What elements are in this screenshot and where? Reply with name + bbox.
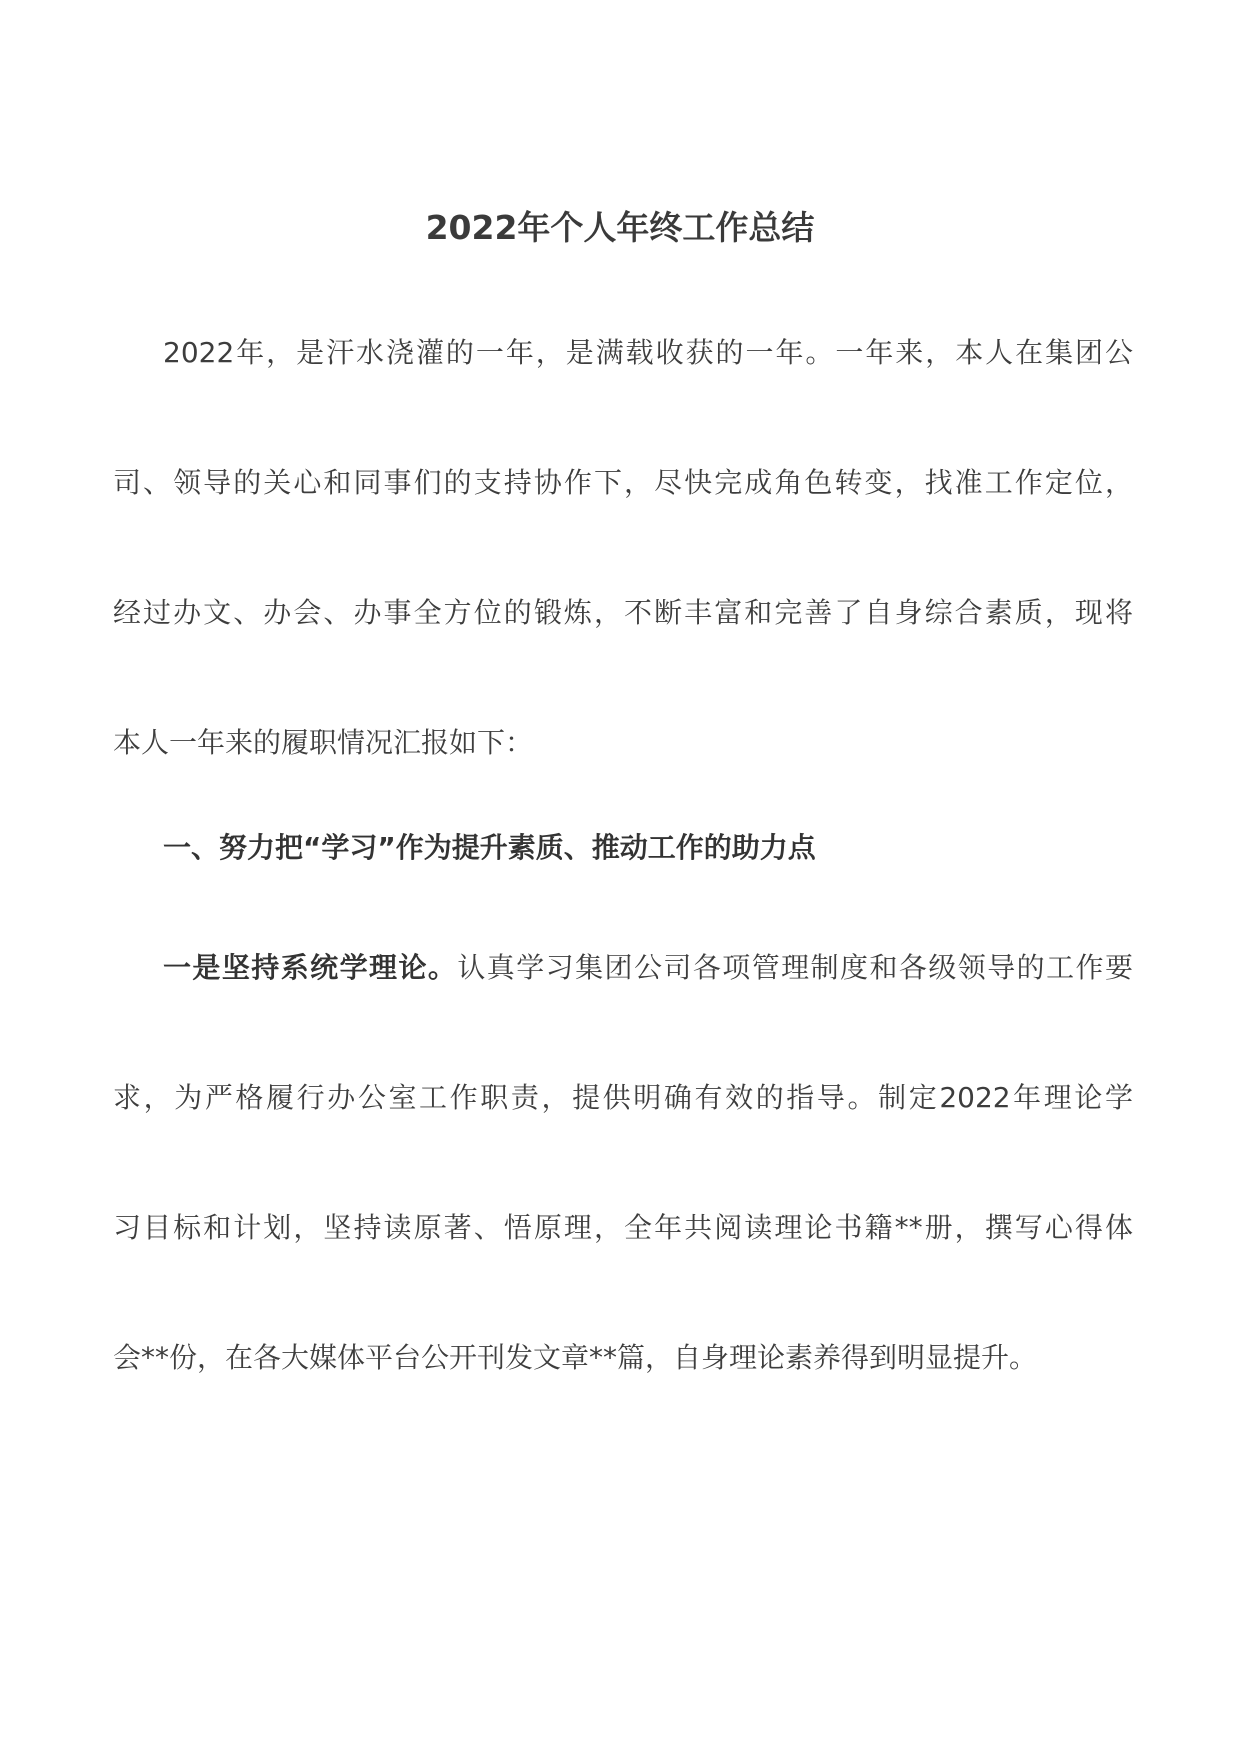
paragraph-line: 经过办文、办会、办事全方位的锻炼，不断丰富和完善了自身综合素质，现将 (113, 596, 1133, 629)
paragraph-line (113, 945, 1133, 1075)
paragraph-line: 习目标和计划，坚持读原著、悟原理，全年共阅读理论书籍**册，撰写心得体 (113, 1211, 1133, 1244)
paragraph-line: 会**份，在各大媒体平台公开刊发文章**篇，自身理论素养得到明显提升。 (113, 1341, 1038, 1374)
section-1-paragraph (113, 945, 1133, 1381)
paragraph-line: 本人一年来的履职情况汇报如下： (113, 726, 534, 759)
document-title: 2022年个人年终工作总结 (425, 208, 815, 247)
intro-paragraph (113, 330, 1133, 766)
paragraph-lead: 一是坚持系统学理论。 (163, 951, 458, 984)
paragraph-line: 司、领导的关心和同事们的支持协作下，尽快完成角色转变，找准工作定位， (113, 466, 1133, 499)
paragraph-text: 认真学习集团公司各项管理制度和各级领导的工作要 (457, 951, 1133, 984)
paragraph-line: 2022年，是汗水浇灌的一年，是满载收获的一年。一年来，本人在集团公 (163, 336, 1133, 369)
paragraph-line: 求，为严格履行办公室工作职责，提供明确有效的指导。制定2022年理论学 (113, 1081, 1133, 1114)
section-heading: 一、努力把“学习”作为提升素质、推动工作的助力点 (163, 831, 816, 864)
